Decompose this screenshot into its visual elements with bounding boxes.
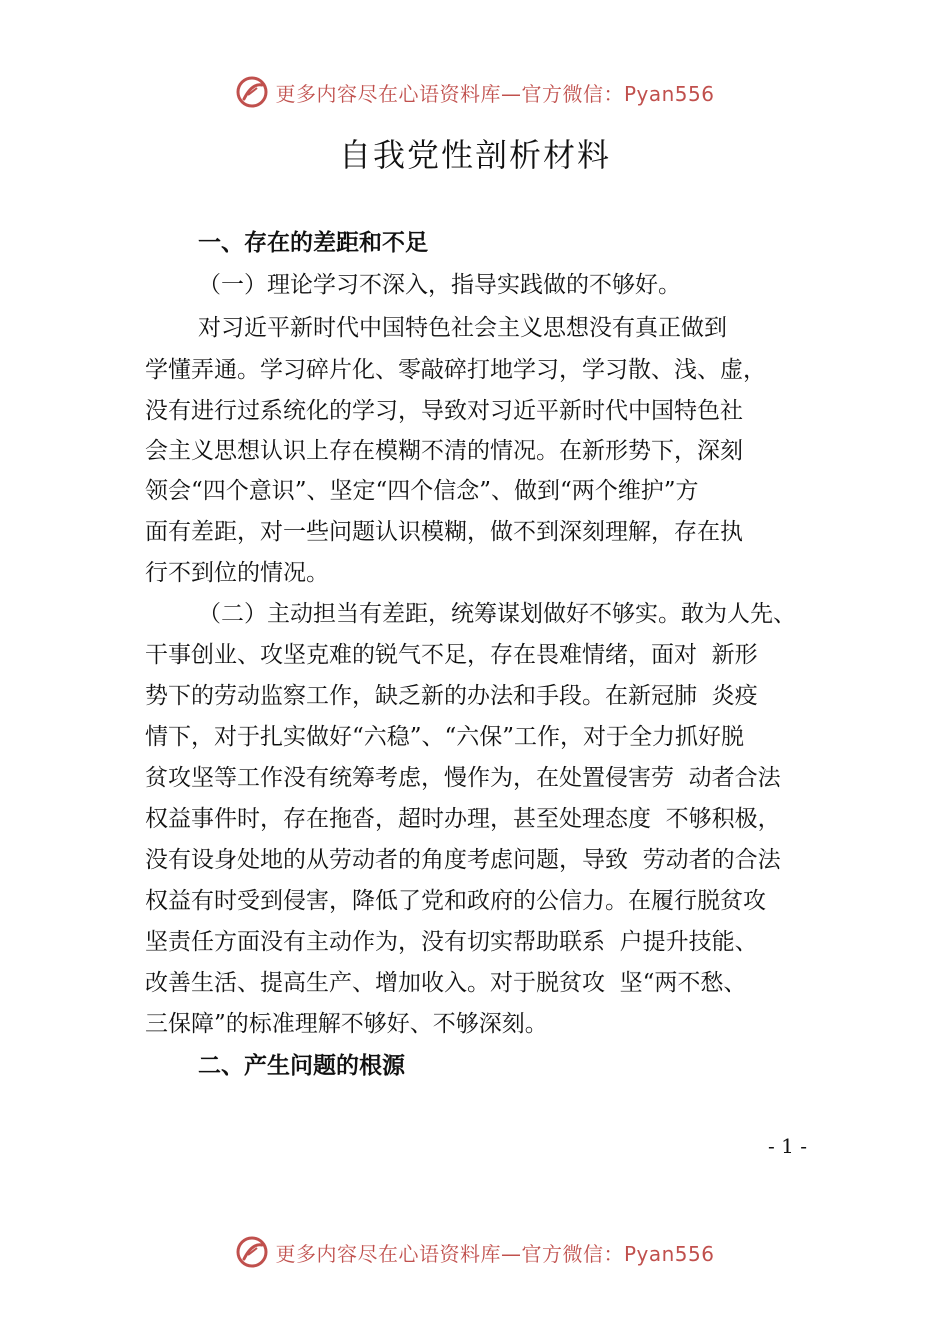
- paragraph-line: 权益事件时，存在拖沓，超时办理，甚至处理态度 不够积极，: [145, 806, 781, 832]
- page-number: - 1 -: [768, 1134, 807, 1158]
- watermark-text: 更多内容尽在心语资料库—官方微信：Pyan556: [275, 81, 715, 106]
- watermark-text: 更多内容尽在心语资料库—官方微信：Pyan556: [275, 1241, 715, 1266]
- document-title: 自我党性剖析材料: [338, 136, 611, 174]
- paragraph-line: 情下，对于扎实做好“六稳”、“六保”工作，对于全力抓好脱: [145, 724, 745, 750]
- watermark-header: [0, 72, 950, 112]
- paragraph-line: 对习近平新时代中国特色社会主义思想没有真正做到: [198, 315, 727, 341]
- watermark-logo-icon: [235, 75, 269, 109]
- section-heading-1: 一、存在的差距和不足: [198, 230, 428, 256]
- paragraph-line: 行不到位的情况。: [145, 560, 329, 586]
- paragraph-line: 三保障”的标准理解不够好、不够深刻。: [145, 1011, 548, 1037]
- paragraph-line: （二）主动担当有差距，统筹谋划做好不够实。敢为人先、: [198, 601, 796, 627]
- paragraph-line: 坚责任方面没有主动作为，没有切实帮助联系 户提升技能、: [145, 929, 758, 955]
- watermark-footer: [0, 1232, 950, 1272]
- paragraph-line: 会主义思想认识上存在模糊不清的情况。在新形势下，深刻: [145, 438, 743, 464]
- paragraph-line: 改善生活、提高生产、增加收入。对于脱贫攻 坚“两不愁、: [145, 970, 747, 996]
- paragraph-line: 没有进行过系统化的学习，导致对习近平新时代中国特色社: [145, 398, 743, 424]
- watermark-logo-icon: [235, 1235, 269, 1269]
- section-heading-2: 二、产生问题的根源: [198, 1053, 405, 1079]
- paragraph-line: 势下的劳动监察工作，缺乏新的办法和手段。在新冠肺 炎疫: [145, 683, 758, 709]
- subsection-heading-1: （一）理论学习不深入，指导实践做的不够好。: [198, 272, 681, 298]
- paragraph-line: 领会“四个意识”、坚定“四个信念”、做到“两个维护”方: [145, 478, 699, 504]
- paragraph-line: 没有设身处地的从劳动者的角度考虑问题，导致 劳动者的合法: [145, 847, 781, 873]
- paragraph-line: 干事创业、攻坚克难的锐气不足，存在畏难情绪，面对 新形: [145, 642, 758, 668]
- paragraph-line: 面有差距，对一些问题认识模糊，做不到深刻理解，存在执: [145, 519, 743, 545]
- paragraph-line: 学懂弄通。学习碎片化、零敲碎打地学习，学习散、浅、虚，: [145, 357, 766, 383]
- paragraph-line: 权益有时受到侵害，降低了党和政府的公信力。在履行脱贫攻: [145, 888, 766, 914]
- paragraph-line: 贫攻坚等工作没有统筹考虑，慢作为，在处置侵害劳 动者合法: [145, 765, 781, 791]
